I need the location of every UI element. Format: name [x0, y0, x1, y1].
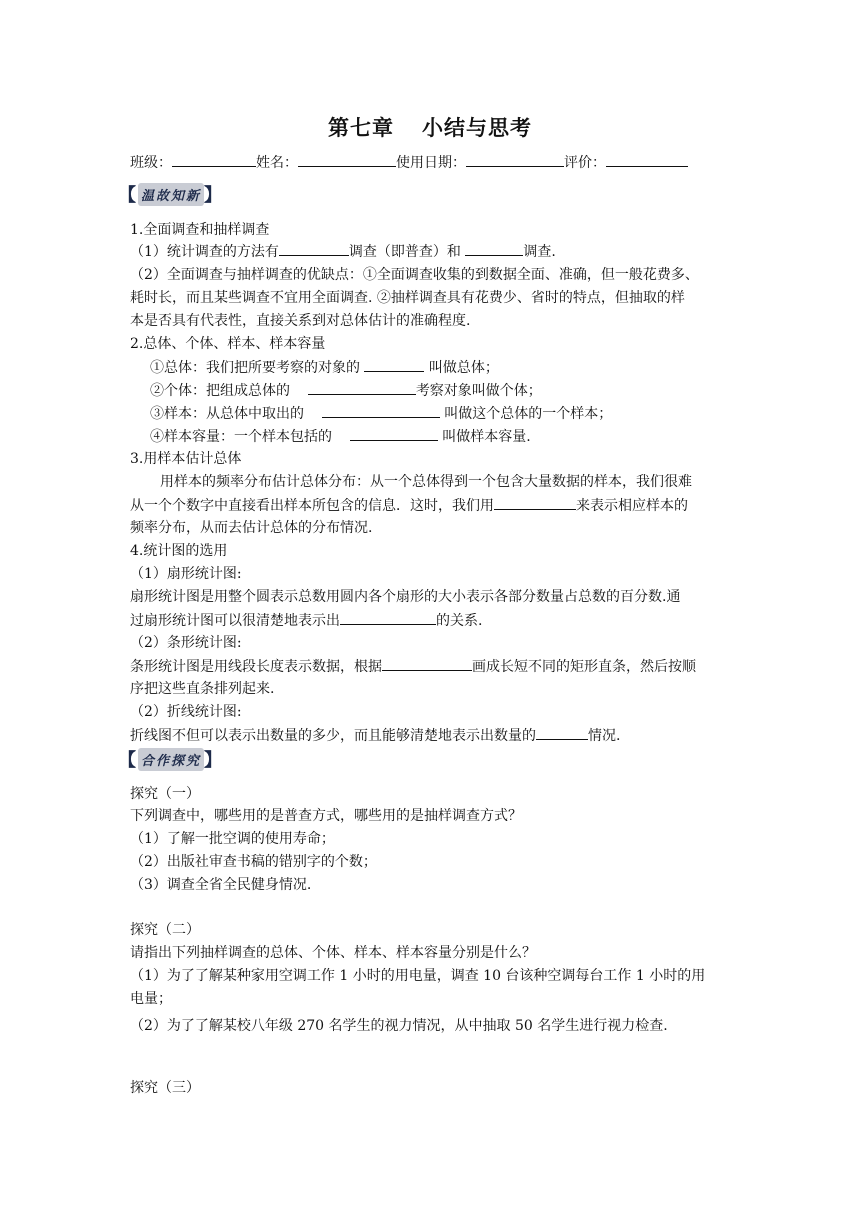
explore2-item1-line2: 电量； — [130, 991, 172, 1007]
section1-q1: （1）统计调查的方法有 调查（即普查）和 调查. — [130, 241, 730, 262]
section2-item2: ②个体：把组成总体的 考察对象叫做个体； — [130, 380, 750, 401]
date-label: 使用日期： — [396, 155, 466, 171]
explore2-question: 请指出下列抽样调查的总体、个体、样本、样本容量分别是什么？ — [130, 945, 536, 961]
section4-heading: 4.统计图的选用 — [130, 543, 228, 559]
section4-p3-title: （2）折线统计图: — [130, 704, 242, 720]
class-label: 班级： — [130, 155, 172, 171]
explore3-heading: 探究（三） — [130, 1080, 200, 1096]
section1-q2-line3: 本是否具有代表性，直接关系到对总体估计的准确程度. — [130, 313, 471, 329]
section2-item3: ③样本：从总体中取出的 叫做这个总体的一个样本； — [130, 403, 750, 424]
fill-blank[interactable] — [536, 725, 588, 740]
fill-blank[interactable] — [465, 241, 523, 256]
section4-p2-title: （2）条形统计图: — [130, 635, 242, 651]
name-label: 姓名： — [256, 155, 298, 171]
section3-line1: 用样本的频率分布估计总体分布：从一个总体得到一个包含大量数据的样本，我们很难 — [160, 474, 692, 490]
review-banner: 【 温故知新 】 — [118, 181, 224, 207]
header-info-line — [130, 152, 730, 173]
section4-p3-line1: 折线图不但可以表示出数量的多少，而且能够清楚地表示出数量的 情况. — [130, 725, 730, 746]
fill-blank[interactable] — [364, 357, 424, 372]
section1-heading: 1.全面调查和抽样调查 — [130, 222, 270, 238]
section1-q2-line2: 耗时长，而且某些调查不宜用全面调查. ②抽样调查具有花费少、省时的特点，但抽取的样 — [130, 290, 685, 306]
section4-p1-title: （1）扇形统计图: — [130, 566, 242, 582]
section3-heading: 3.用样本估计总体 — [130, 451, 242, 467]
explore2-heading: 探究（二） — [130, 922, 200, 938]
section4-p1-line2: 过扇形统计图可以很清楚地表示出 的关系. — [130, 610, 730, 631]
date-blank[interactable] — [466, 152, 564, 167]
fill-blank[interactable] — [382, 656, 472, 671]
section4-p2-line1: 条形统计图是用线段长度表示数据，根据 画成长短不同的矩形直条，然后按顺 — [130, 656, 730, 677]
name-blank[interactable] — [298, 152, 396, 167]
chapter-subtitle: 小结与思考 — [422, 115, 532, 140]
page-title — [0, 112, 860, 142]
rating-blank[interactable] — [606, 152, 688, 167]
fill-blank[interactable] — [340, 610, 436, 625]
section2-item1: ①总体：我们把所要考察的对象的 叫做总体； — [130, 357, 750, 378]
section2-heading: 2.总体、个体、样本、样本容量 — [130, 336, 326, 352]
class-blank[interactable] — [172, 152, 256, 167]
review-banner-text: 温故知新 — [138, 183, 204, 206]
fill-blank[interactable] — [279, 241, 349, 256]
rating-label: 评价： — [564, 155, 606, 171]
fill-blank[interactable] — [322, 403, 440, 418]
fill-blank[interactable] — [494, 495, 576, 510]
explore-banner-text: 合作探究 — [138, 748, 204, 771]
explore-banner: 【 合作探究 】 — [118, 746, 224, 772]
fill-blank[interactable] — [350, 426, 438, 441]
section2-item4: ④样本容量：一个样本包括的 叫做样本容量. — [130, 426, 750, 447]
section1-q2-line1: （2）全面调查与抽样调查的优缺点：①全面调查收集的到数据全面、准确，但一般花费多、 — [130, 267, 699, 283]
section3-line2: 从一个个数字中直接看出样本所包含的信息．这时，我们用 来表示相应样本的 — [130, 495, 730, 516]
explore1-item3: （3）调查全省全民健身情况. — [130, 877, 312, 893]
explore1-item2: （2）出版社审查书稿的错别字的个数； — [130, 854, 377, 870]
section3-line3: 频率分布，从而去估计总体的分布情况. — [130, 520, 373, 536]
section4-p1-line1: 扇形统计图是用整个圆表示总数用圆内各个扇形的大小表示各部分数量占总数的百分数.通 — [130, 589, 681, 605]
explore2-item2: （2）为了了解某校八年级 270 名学生的视力情况，从中抽取 50 名学生进行视力检查. — [130, 1018, 668, 1034]
section4-p2-line2: 序把这些直条排列起来. — [130, 681, 275, 697]
explore1-question: 下列调查中，哪些用的是普查方式，哪些用的是抽样调查方式？ — [130, 808, 522, 824]
explore2-item1-line1: （1）为了了解某种家用空调工作 1 小时的用电量，调查 10 台该种空调每台工作 1 小时的用 — [130, 968, 706, 984]
fill-blank[interactable] — [308, 380, 416, 395]
chapter-label: 第七章 — [328, 115, 394, 140]
explore1-heading: 探究（一） — [130, 786, 200, 802]
explore1-item1: （1）了解一批空调的使用寿命； — [130, 831, 335, 847]
